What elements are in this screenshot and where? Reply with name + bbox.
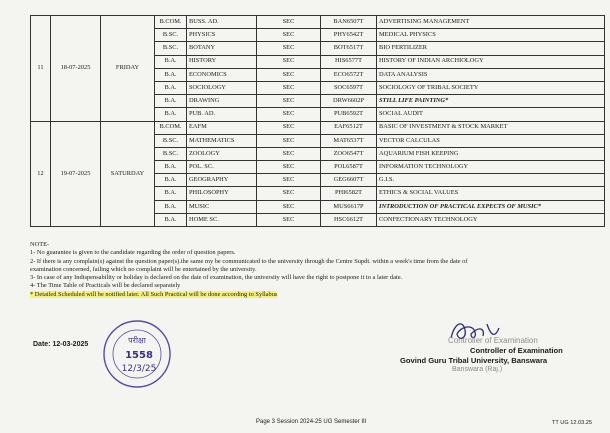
serial-number-cell: 11 [31,16,51,122]
paper-title-cell: G.I.S. [377,174,605,187]
paper-type-cell: SEC [257,68,321,81]
paper-title-cell: SOCIOLOGY OF TRIBAL SOCIETY [377,81,605,94]
degree-cell: B.A. [155,213,187,226]
subject-cell: MUSIC [187,200,257,213]
paper-type-cell: SEC [257,134,321,147]
subject-cell: ZOOLOGY [187,147,257,160]
document-code: TT UG 12.03.25 [552,420,593,426]
paper-type-cell: SEC [257,29,321,42]
stamp-date: 12/3/25 [121,364,157,374]
paper-type-cell: SEC [257,147,321,160]
degree-cell: B.A. [155,108,187,121]
degree-cell: B.A. [155,200,187,213]
paper-type-cell: SEC [257,121,321,134]
degree-cell: B.A. [155,81,187,94]
paper-code-cell: ZOO6547T [321,147,377,160]
degree-cell: B.A. [155,161,187,174]
degree-cell: B.A. [155,174,187,187]
paper-code-cell: HIS6577T [321,55,377,68]
subject-cell: DRAWING [187,95,257,108]
paper-title-cell: MEDICAL PHYSICS [377,29,605,42]
paper-type-cell: SEC [257,213,321,226]
subject-cell: SOCIOLOGY [187,81,257,94]
paper-title-cell: STILL LIFE PAINTING* [377,95,605,108]
paper-title-cell: SOCIAL AUDIT [377,108,605,121]
stamp-label: परीक्षा [128,336,146,345]
subject-cell: BOTANY [187,42,257,55]
subject-cell: BUSS. AD. [187,16,257,29]
paper-title-cell: CONFECTIONARY TECHNOLOGY [377,213,605,226]
paper-title-cell: AQUARIUM FISH KEEPING [377,147,605,160]
degree-cell: B.A. [155,68,187,81]
exam-day-cell: SATURDAY [101,121,155,227]
serial-number-cell: 12 [31,121,51,227]
subject-cell: POL. SC. [187,161,257,174]
subject-cell: PHILOSOPHY [187,187,257,200]
notes-heading: NOTE- [30,241,50,248]
degree-cell: B.SC. [155,29,187,42]
paper-type-cell: SEC [257,95,321,108]
paper-title-cell: INTRODUCTION OF PRACTICAL EXPECTS OF MUSIC* [377,200,605,213]
paper-code-cell: PHI6582T [321,187,377,200]
paper-type-cell: SEC [257,174,321,187]
paper-type-cell: SEC [257,81,321,94]
paper-title-cell: BASIC OF INVESTMENT & STOCK MARKET [377,121,605,134]
paper-code-cell: EAF6512T [321,121,377,134]
paper-type-cell: SEC [257,42,321,55]
degree-cell: B.A. [155,95,187,108]
subject-cell: EAFM [187,121,257,134]
paper-title-cell: INFORMATION TECHNOLOGY [377,161,605,174]
subject-cell: GEOGRAPHY [187,174,257,187]
controller-title: Controller of Examination [470,346,563,355]
degree-cell: B.SC. [155,134,187,147]
exam-day-cell: FRIDAY [101,16,155,122]
paper-code-cell: MAT6537T [321,134,377,147]
subject-cell: PHYSICS [187,29,257,42]
page-footer: Page 3 Session 2024-25 UG Semester III [256,419,367,425]
degree-cell: B.COM. [155,16,187,29]
notes-section [30,241,600,299]
paper-code-cell: DRW6602P [321,95,377,108]
highlighted-note: * Detailed Scheduled will be notified later. All Such Practical will be done according to Syllabus [30,290,278,298]
paper-type-cell: SEC [257,187,321,200]
subject-cell: HOME SC. [187,213,257,226]
subject-cell: MATHEMATICS [187,134,257,147]
paper-type-cell: SEC [257,108,321,121]
paper-title-cell: ADVERTISING MANAGEMENT [377,16,605,29]
paper-code-cell: MUS6617P [321,200,377,213]
issue-date: Date: 12-03-2025 [33,341,89,348]
paper-title-cell: DATA ANALYSIS [377,68,605,81]
paper-title-cell: VECTOR CALCULAS [377,134,605,147]
controller-watermark: Controller of Examination [448,336,538,345]
university-name: Govind Guru Tribal University, Banswara [400,356,548,365]
stamp-number: 1558 [125,350,153,361]
paper-type-cell: SEC [257,55,321,68]
paper-code-cell: SOC6597T [321,81,377,94]
note-line: 4- The Time Table of Practicals will be declared separately [30,282,181,290]
paper-code-cell: ECO6572T [321,68,377,81]
paper-type-cell: SEC [257,16,321,29]
university-place: Banswara (Raj.) [452,366,503,373]
exam-schedule-table [30,15,605,227]
paper-type-cell: SEC [257,200,321,213]
schedule-body [31,16,605,227]
paper-code-cell: POL6587T [321,161,377,174]
paper-code-cell: BOT6517T [321,42,377,55]
degree-cell: B.A. [155,55,187,68]
note-line: 2- If there is any complain(s) against the question paper(s).the same my be communicated to the university through the Centre Supdt. within a week's time from the date of [30,257,468,265]
paper-title-cell: HISTORY OF INDIAN ARCHIOLOGY [377,55,605,68]
paper-code-cell: PHY6542T [321,29,377,42]
degree-cell: B.COM. [155,121,187,134]
degree-cell: B.SC. [155,42,187,55]
subject-cell: HISTORY [187,55,257,68]
paper-code-cell: GEG6607T [321,174,377,187]
paper-title-cell: BIO FERTILIZER [377,42,605,55]
table-row [31,121,605,134]
paper-code-cell: PUB6592T [321,108,377,121]
table-row [31,16,605,29]
university-stamp [101,318,173,390]
subject-cell: PUB. AD. [187,108,257,121]
note-line: 1- No guarantee is given to the candidate regarding the order of question papers. [30,249,236,257]
degree-cell: B.SC. [155,147,187,160]
note-line: 3- In case of any Indispensability or holiday is declared on the date of examination, the university will have the right to postpone it to a later date. [30,274,403,282]
paper-title-cell: ETHICS & SOCIAL VALUES [377,187,605,200]
paper-code-cell: BAN6507T [321,16,377,29]
note-line: examination concerned, failing which no complaint will be entertained by the university. [30,265,257,273]
paper-code-cell: HSC6612T [321,213,377,226]
degree-cell: B.A. [155,187,187,200]
paper-type-cell: SEC [257,161,321,174]
exam-date-cell: 19-07-2025 [51,121,101,227]
subject-cell: ECONOMICS [187,68,257,81]
exam-date-cell: 18-07-2025 [51,16,101,122]
